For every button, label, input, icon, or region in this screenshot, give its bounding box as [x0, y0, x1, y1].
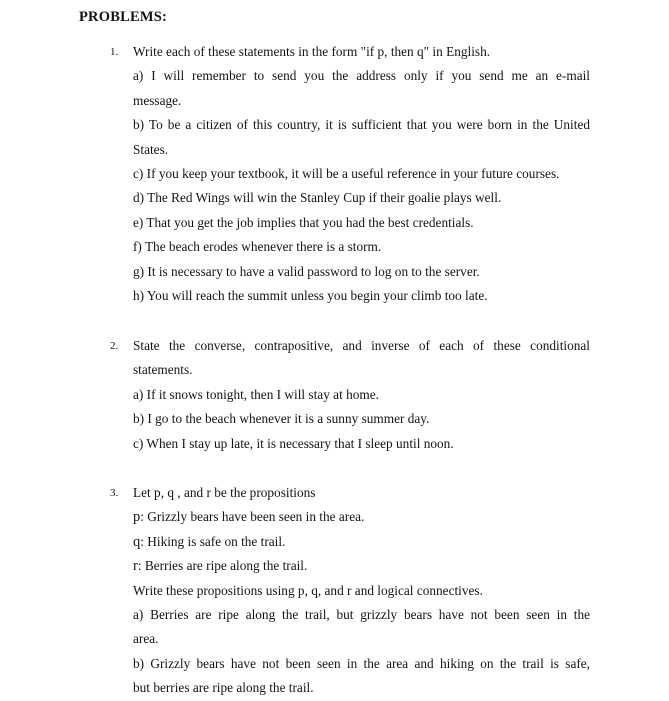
item-a-line-1: a) I will remember to send you the address only if you send me an e-mail: [133, 68, 590, 84]
problem-intro: Let p, q , and r be the propositions: [133, 485, 316, 500]
proposition-q: [133, 530, 590, 554]
item-a-line-2: area.: [133, 631, 159, 647]
proposition-p: [133, 505, 590, 529]
proposition-r: [133, 554, 590, 578]
item-b: b) I go to the beach whenever it is a sunny summer day.: [133, 411, 430, 427]
var-q: q: [133, 533, 141, 550]
item-b-line-1: b) Grizzly bears have not been seen in the area and hiking on the trail is safe,: [133, 655, 590, 671]
item-b-line-2: States.: [133, 141, 169, 157]
problem-instruction: Write these propositions using p, q, and r and logical connectives.: [133, 582, 483, 598]
problem-body: [133, 481, 590, 701]
problem-number: 2.: [110, 340, 119, 352]
item-c: c) When I stay up late, it is necessary that I sleep until noon.: [133, 435, 454, 451]
problem-intro-line-2: statements.: [133, 362, 193, 378]
problem-intro-line-1: State the converse, contrapositive, and inverse of each of these conditional: [133, 338, 590, 353]
item-b-line-1: b) To be a citizen of this country, it is sufficient that you were born in the United: [133, 117, 590, 133]
item-b-line-2: but berries are ripe along the trail.: [133, 680, 314, 696]
item-a: a) If it snows tonight, then I will stay at home.: [133, 386, 379, 402]
var-p: p: [133, 509, 141, 526]
problem-body: [133, 334, 590, 456]
item-h: h) You will reach the summit unless you begin your climb too late.: [133, 288, 488, 304]
problem-number: 3.: [110, 487, 119, 499]
item-f: f) The beach erodes whenever there is a storm.: [133, 239, 382, 255]
item-c: c) If you keep your textbook, it will be a useful reference in your future courses.: [133, 166, 560, 182]
problems-heading: PROBLEMS:: [79, 9, 167, 25]
item-d: d) The Red Wings will win the Stanley Cup if their goalie plays well.: [133, 190, 502, 206]
problem-number: 1.: [110, 46, 119, 58]
proposition-r-text: : Berries are ripe along the trail.: [137, 558, 308, 574]
proposition-p-text: : Grizzly bears have been seen in the area.: [140, 509, 365, 525]
item-a-line-2: message.: [133, 92, 182, 108]
var-r: r: [133, 558, 138, 575]
proposition-q-text: : Hiking is safe on the trail.: [140, 533, 286, 549]
problem-intro: Write each of these statements in the form "if p, then q" in English.: [133, 44, 491, 59]
problem-body: [133, 40, 590, 308]
item-e: e) That you get the job implies that you had the best credentials.: [133, 214, 474, 230]
item-a-line-1: a) Berries are ripe along the trail, but grizzly bears have not been seen in the: [133, 607, 590, 623]
item-g: g) It is necessary to have a valid password to log on to the server.: [133, 263, 480, 279]
